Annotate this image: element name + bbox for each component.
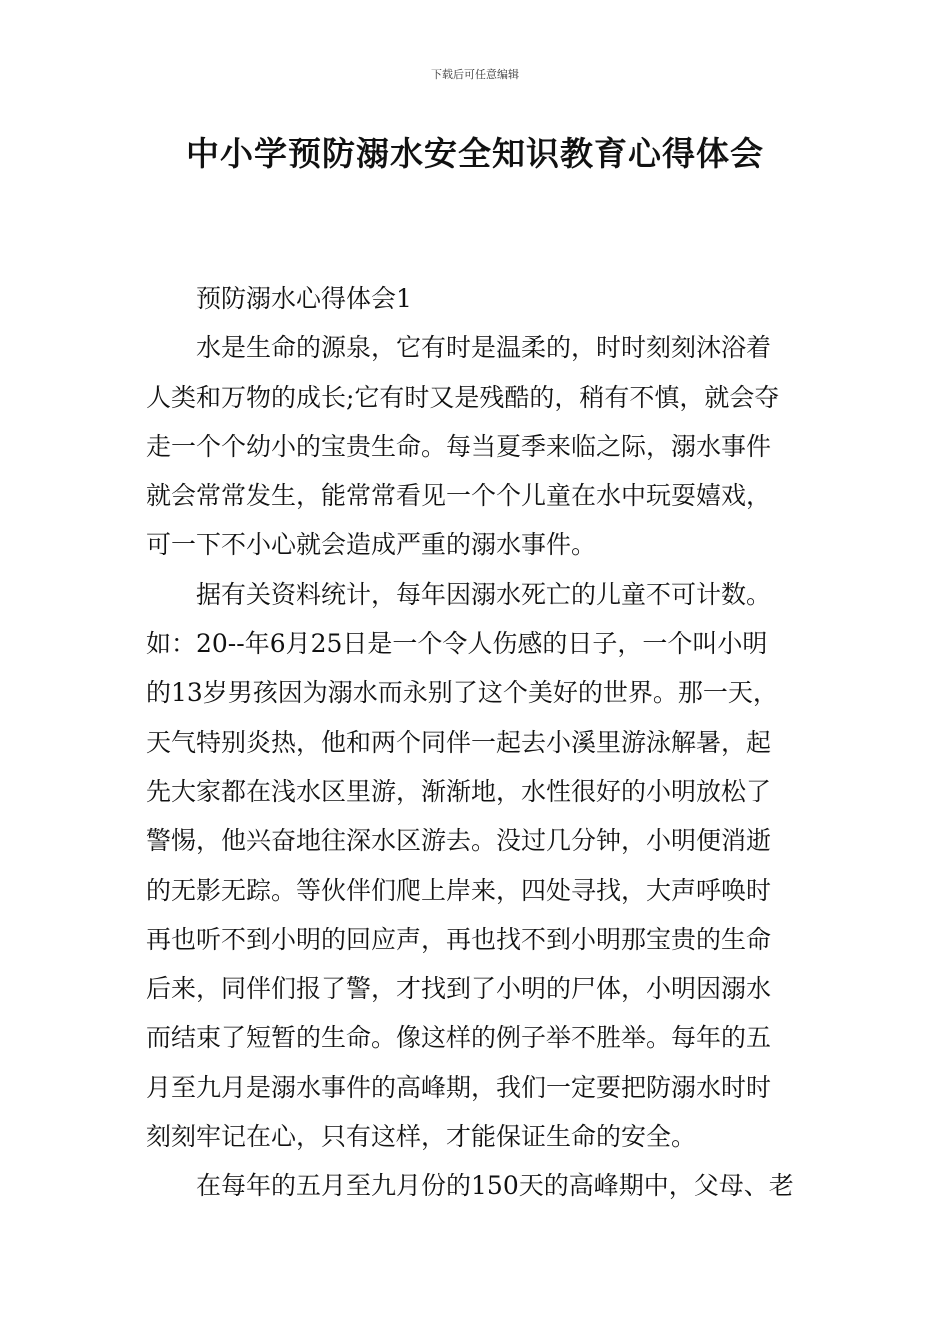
text-line: 据有关资料统计，每年因溺水死亡的儿童不可计数。	[196, 579, 772, 609]
text-line: 人类和万物的成长;它有时又是残酷的，稍有不慎，就会夺	[146, 382, 780, 412]
text-line: 先大家都在浅水区里游，渐渐地，水性很好的小明放松了	[146, 776, 772, 806]
text-line: 可一下不小心就会造成严重的溺水事件。	[146, 530, 597, 560]
text-line: 天气特别炎热，他和两个同伴一起去小溪里游泳解暑，起	[146, 727, 772, 757]
text-line: 而结束了短暂的生命。像这样的例子举不胜举。每年的五	[146, 1023, 772, 1053]
paragraph	[146, 1161, 810, 1210]
paragraph	[146, 570, 810, 1162]
text-line: 月至九月是溺水事件的高峰期，我们一定要把防溺水时时	[146, 1072, 772, 1102]
text-line: 走一个个幼小的宝贵生命。每当夏季来临之际，溺水事件	[146, 431, 772, 461]
text-line: 在每年的五月至九月份的150天的高峰期中，父母、老	[196, 1171, 794, 1201]
text-line: 的无影无踪。等伙伴们爬上岸来，四处寻找，大声呼唤时	[146, 875, 772, 905]
text-line: 就会常常发生，能常常看见一个个儿童在水中玩耍嬉戏，	[146, 481, 772, 511]
document-title: 中小学预防溺水安全知识教育心得体会	[186, 134, 764, 173]
text-line: 如：20--年6月25日是一个令人伤感的日子，一个叫小明	[146, 629, 768, 659]
text-line: 刻刻牢记在心，只有这样，才能保证生命的安全。	[146, 1122, 697, 1152]
header-note: 下载后可任意编辑	[431, 68, 519, 81]
text-line: 警惕，他兴奋地往深水区游去。没过几分钟，小明便消逝	[146, 826, 772, 856]
section-heading: 预防溺水心得体会1	[196, 284, 412, 313]
text-line: 水是生命的源泉，它有时是温柔的，时时刻刻沐浴着	[196, 333, 772, 363]
text-line: 的13岁男孩因为溺水而永别了这个美好的世界。那一天，	[146, 678, 778, 708]
text-line: 后来，同伴们报了警，才找到了小明的尸体，小明因溺水	[146, 974, 772, 1004]
paragraph	[146, 323, 810, 569]
document-body	[146, 274, 810, 1211]
text-line: 再也听不到小明的回应声，再也找不到小明那宝贵的生命	[146, 924, 772, 954]
